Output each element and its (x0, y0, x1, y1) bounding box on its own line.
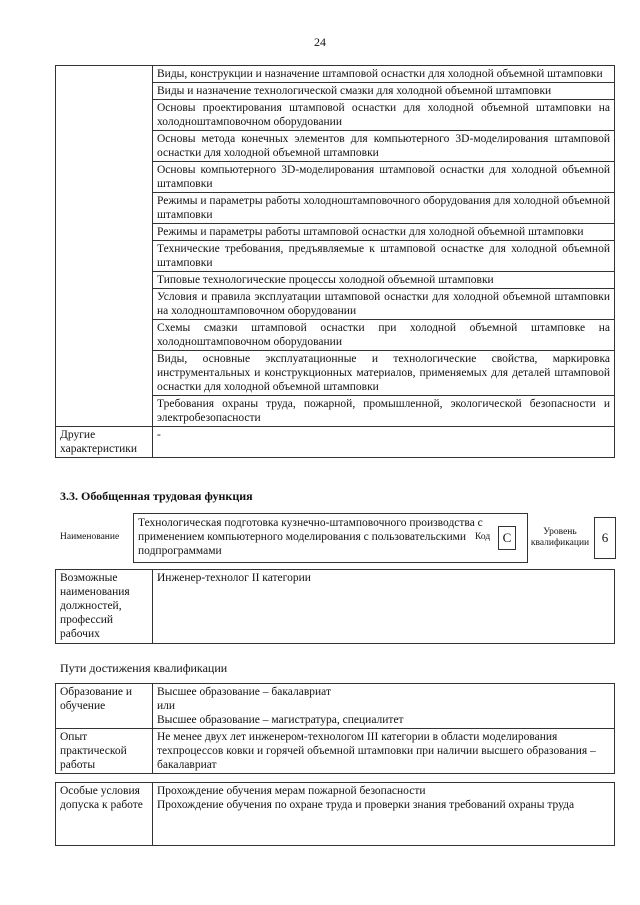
knowledge-item: Технические требования, предъявляемые к штамповой оснастке для холодной объемной штамповки (153, 241, 615, 272)
knowledge-label-cell (56, 66, 153, 427)
education-line: Высшее образование – бакалавриат (157, 686, 331, 698)
conditions-label: Особые условия допуска к работе (56, 783, 153, 846)
positions-value: Инженер-технолог II категории (153, 570, 615, 644)
paths-heading: Пути достижения квалификации (60, 661, 228, 675)
positions-label: Возможные наименования должностей, профессий рабочих (56, 570, 153, 644)
other-characteristics-label: Другие характеристики (56, 427, 153, 458)
table-row (56, 684, 615, 729)
education-line: или (157, 700, 176, 712)
knowledge-item: Основы проектирования штамповой оснастки для холодной объемной штамповки на холодноштамповочном оборудовании (153, 100, 615, 131)
education-value (153, 684, 615, 729)
knowledge-item: Режимы и параметры работы штамповой оснастки для холодной объемной штамповки (153, 224, 615, 241)
condition-line: Прохождение обучения по охране труда и проверки знания требований охраны труда (157, 799, 575, 811)
section-heading: 3.3. Обобщенная трудовая функция (60, 489, 253, 503)
experience-label: Опыт практической работы (56, 729, 153, 774)
page-number: 24 (314, 35, 326, 49)
conditions-value (153, 783, 615, 846)
education-line: Высшее образование – магистратура, специалитет (157, 714, 404, 726)
generalized-function-row (58, 513, 618, 563)
knowledge-item: Виды, основные эксплуатационные и технологические свойства, маркировка инструментальных и конструкционных материалов, применяемых для деталей штамповой оснастки для холодной объемной штамповки (153, 351, 615, 396)
knowledge-item: Виды, конструкции и назначение штамповой оснастки для холодной объемной штамповки (153, 66, 615, 83)
level-label: Уровень квалификации (530, 527, 590, 548)
positions-table (55, 569, 615, 644)
name-label: Наименование (60, 532, 120, 542)
education-label: Образование и обучение (56, 684, 153, 729)
conditions-table (55, 782, 615, 846)
knowledge-item: Схемы смазки штамповой оснастки при холодной объемной штамповке на холодноштамповочном оборудовании (153, 320, 615, 351)
knowledge-item: Условия и правила эксплуатации штамповой оснастки для холодной объемной штамповки на холодноштамповочном оборудовании (153, 289, 615, 320)
code-value-box: С (498, 526, 516, 550)
other-characteristics-value: - (153, 427, 615, 458)
knowledge-item: Требования охраны труда, пожарной, промышленной, экологической безопасности и электробезопасности (153, 396, 615, 427)
knowledge-item: Основы метода конечных элементов для компьютерного 3D-моделирования штамповой оснастки для холодной объемной штамповки (153, 131, 615, 162)
table-row (56, 729, 615, 774)
table-row (56, 427, 615, 458)
table-row (56, 66, 615, 83)
condition-line: Прохождение обучения мерам пожарной безопасности (157, 785, 426, 797)
education-table (55, 683, 615, 774)
experience-value: Не менее двух лет инженером-технологом III категории в области моделирования техпроцессов ковки и горячей объемной штамповки при наличии высшего образования – бакалавриат (153, 729, 615, 774)
knowledge-item: Режимы и параметры работы холодноштамповочного оборудования для холодной объемной штамповки (153, 193, 615, 224)
code-label: Код (475, 532, 491, 542)
knowledge-item: Типовые технологические процессы холодной объемной штамповки (153, 272, 615, 289)
table-row (56, 570, 615, 644)
knowledge-table (55, 65, 615, 458)
table-row (56, 783, 615, 846)
knowledge-item: Виды и назначение технологической смазки для холодной объемной штамповки (153, 83, 615, 100)
function-name-box: Технологическая подготовка кузнечно-штамповочного производства с применением компьютерного моделирования с пользовательскими подпрограммами (133, 513, 528, 563)
level-value-box: 6 (594, 517, 616, 559)
knowledge-item: Основы компьютерного 3D-моделирования штамповой оснастки для холодной объемной штамповки (153, 162, 615, 193)
